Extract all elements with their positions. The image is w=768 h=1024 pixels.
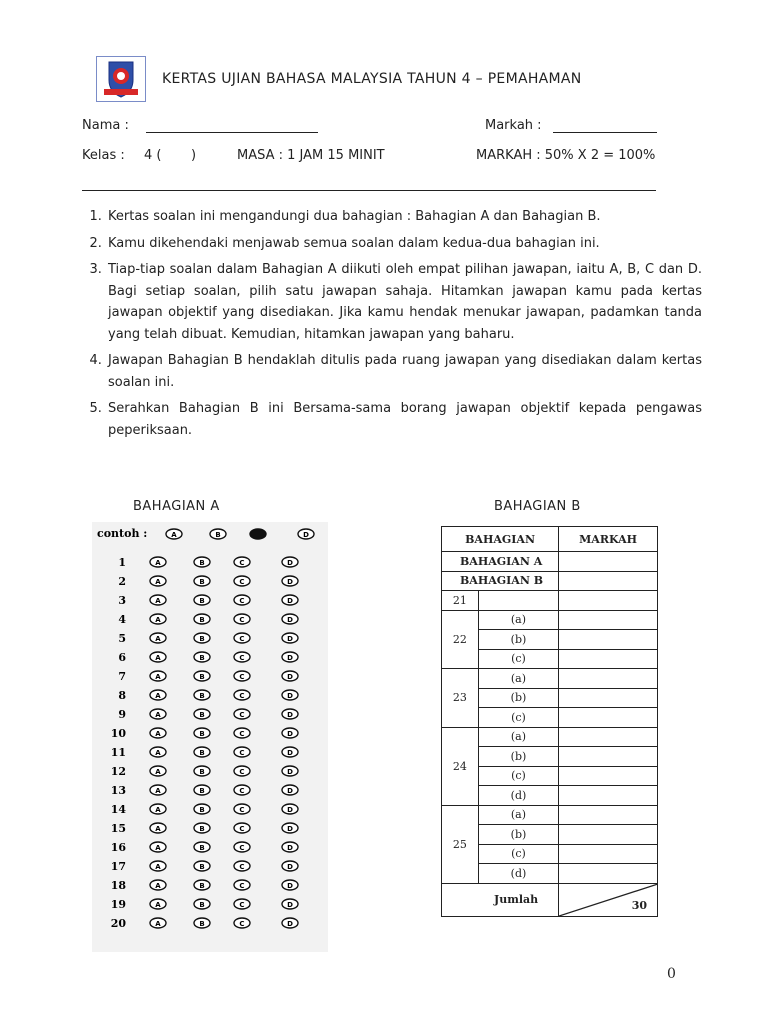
col-bahagian: BAHAGIAN (442, 527, 559, 552)
markah-cell[interactable] (559, 552, 658, 572)
markah-formula: MARKAH : 50% X 2 = 100% (476, 148, 656, 163)
svg-text:D: D (287, 559, 293, 567)
svg-text:C: C (239, 882, 245, 890)
svg-text:D: D (287, 920, 293, 928)
svg-text:B: B (199, 844, 205, 852)
answer-bubble-b[interactable] (194, 785, 210, 795)
svg-text:A: A (155, 806, 161, 814)
svg-text:B: B (199, 730, 205, 738)
answer-bubble-b[interactable] (194, 823, 210, 833)
markah-cell[interactable] (559, 825, 658, 845)
svg-text:B: B (199, 692, 205, 700)
svg-text:A: A (155, 578, 161, 586)
markah-cell[interactable] (559, 669, 658, 689)
answer-bubble-c[interactable] (234, 918, 250, 928)
markah-cell[interactable] (559, 766, 658, 786)
question-number: 22 (442, 610, 479, 669)
example-label: contoh : (97, 527, 148, 540)
svg-text:C: C (239, 749, 245, 757)
svg-text:D: D (287, 692, 293, 700)
answer-bubble-d[interactable] (282, 576, 298, 586)
svg-text:D: D (287, 654, 293, 662)
answer-bubble-c[interactable] (234, 747, 250, 757)
answer-bubble-d[interactable] (282, 804, 298, 814)
markah-cell[interactable] (559, 630, 658, 650)
table-row (442, 591, 658, 611)
svg-text:B: B (199, 749, 205, 757)
svg-text:C: C (239, 616, 245, 624)
answer-bubble-a[interactable] (150, 690, 166, 700)
answer-bubble-d[interactable] (282, 918, 298, 928)
svg-text:C: C (239, 597, 245, 605)
svg-text:C: C (239, 578, 245, 586)
total-row (442, 883, 658, 916)
svg-text:D: D (287, 673, 293, 681)
answer-bubble-b[interactable] (194, 709, 210, 719)
question-number: 13 (110, 784, 126, 797)
answer-bubble-c[interactable] (234, 709, 250, 719)
svg-text:B: B (199, 578, 205, 586)
question-number: 16 (110, 841, 126, 854)
svg-text:B: B (199, 882, 205, 890)
svg-text:D: D (287, 597, 293, 605)
svg-text:D: D (287, 863, 293, 871)
row-bahagian-b: BAHAGIAN B (442, 571, 559, 591)
question-number: 15 (110, 822, 126, 835)
markah-cell[interactable] (559, 571, 658, 591)
example-bubble-a[interactable] (166, 529, 182, 539)
question-number: 1 (118, 556, 126, 569)
example-bubble-c[interactable] (250, 529, 266, 539)
svg-text:A: A (155, 692, 161, 700)
answer-bubble-a[interactable] (150, 899, 166, 909)
answer-bubble-c[interactable] (234, 804, 250, 814)
sub-label: (b) (478, 825, 558, 845)
svg-text:D: D (287, 730, 293, 738)
section-a-heading: BAHAGIAN A (133, 499, 220, 514)
svg-text:D: D (287, 806, 293, 814)
answer-bubble-b[interactable] (194, 747, 210, 757)
svg-text:C: C (239, 711, 245, 719)
answer-bubble-a[interactable] (150, 842, 166, 852)
instruction-item: 5. Serahkan Bahagian B ini Bersama-sama borang jawapan objektif kepada pengawas peperiksaan. (106, 398, 702, 441)
answer-bubble-c[interactable] (234, 595, 250, 605)
answer-bubble-d[interactable] (282, 671, 298, 681)
svg-text:A: A (155, 673, 161, 681)
svg-text:B: B (199, 616, 205, 624)
svg-text:A: A (155, 768, 161, 776)
svg-text:B: B (199, 787, 205, 795)
question-number: 5 (118, 632, 126, 645)
instructions-list (80, 206, 702, 446)
svg-text:C: C (239, 787, 245, 795)
masa-text: MASA : 1 JAM 15 MINIT (237, 148, 385, 163)
answer-bubble-c[interactable] (234, 766, 250, 776)
example-bubble-b[interactable] (210, 529, 226, 539)
kelas-label: Kelas : (82, 148, 125, 163)
sub-label: (a) (478, 727, 558, 747)
kelas-value: 4 ( (144, 148, 162, 163)
svg-text:A: A (155, 597, 161, 605)
instruction-item: 2. Kamu dikehendaki menjawab semua soalan dalam kedua-dua bahagian ini. (106, 233, 702, 255)
answer-bubble-a[interactable] (150, 823, 166, 833)
answer-bubble-c[interactable] (234, 842, 250, 852)
question-number: 12 (110, 765, 126, 778)
answer-bubble-c[interactable] (234, 614, 250, 624)
svg-text:C: C (239, 635, 245, 643)
question-number: 7 (118, 670, 126, 683)
sub-label: (c) (478, 766, 558, 786)
answer-bubble-c[interactable] (234, 557, 250, 567)
svg-text:C: C (239, 920, 245, 928)
svg-text:B: B (199, 673, 205, 681)
svg-text:D: D (287, 578, 293, 586)
svg-text:D: D (287, 635, 293, 643)
answer-bubble-d[interactable] (282, 785, 298, 795)
svg-text:C: C (239, 654, 245, 662)
sub-label: (a) (478, 610, 558, 630)
example-bubble-d[interactable] (298, 529, 314, 539)
svg-text:A: A (155, 901, 161, 909)
sub-cell (478, 591, 558, 611)
svg-text:A: A (155, 844, 161, 852)
svg-text:A: A (155, 863, 161, 871)
answer-bubble-b[interactable] (194, 842, 210, 852)
answer-bubble-c[interactable] (234, 671, 250, 681)
svg-text:C: C (239, 730, 245, 738)
answer-bubble-d[interactable] (282, 633, 298, 643)
total-cell (559, 883, 658, 916)
answer-bubble-d[interactable] (282, 766, 298, 776)
answer-bubble-d[interactable] (282, 842, 298, 852)
sub-label: (b) (478, 630, 558, 650)
question-number: 19 (110, 898, 126, 911)
table-row (442, 727, 658, 747)
svg-text:D: D (287, 882, 293, 890)
instruction-item: 1. Kertas soalan ini mengandungi dua bahagian : Bahagian A dan Bahagian B. (106, 206, 702, 228)
answer-bubble-b[interactable] (194, 861, 210, 871)
answer-bubble-d[interactable] (282, 823, 298, 833)
answer-bubble-d[interactable] (282, 747, 298, 757)
question-number: 11 (110, 746, 126, 759)
col-markah: MARKAH (559, 527, 658, 552)
svg-text:C: C (239, 768, 245, 776)
svg-text:C: C (239, 692, 245, 700)
answer-bubble-c[interactable] (234, 899, 250, 909)
objective-answer-sheet (92, 522, 324, 950)
markah-label: Markah : (485, 118, 542, 133)
answer-bubble-c[interactable] (234, 823, 250, 833)
svg-text:B: B (199, 825, 205, 833)
question-number: 14 (110, 803, 126, 816)
svg-text:B: B (199, 901, 205, 909)
answer-bubble-c[interactable] (234, 785, 250, 795)
svg-text:A: A (155, 711, 161, 719)
answer-bubble-a[interactable] (150, 709, 166, 719)
markah-cell[interactable] (559, 844, 658, 864)
svg-text:B: B (199, 920, 205, 928)
markah-field[interactable] (553, 132, 657, 133)
jumlah-label: Jumlah (442, 883, 559, 916)
sub-label: (b) (478, 747, 558, 767)
svg-text:A: A (155, 749, 161, 757)
svg-text:C: C (239, 673, 245, 681)
svg-text:D: D (303, 531, 309, 539)
svg-text:A: A (155, 920, 161, 928)
answer-bubble-c[interactable] (234, 690, 250, 700)
answer-bubble-b[interactable] (194, 804, 210, 814)
answer-bubble-d[interactable] (282, 880, 298, 890)
question-number: 6 (118, 651, 126, 664)
svg-text:B: B (199, 635, 205, 643)
svg-text:C: C (239, 559, 245, 567)
nama-field[interactable] (146, 132, 318, 133)
svg-text:B: B (199, 654, 205, 662)
answer-bubble-b[interactable] (194, 652, 210, 662)
answer-bubble-c[interactable] (234, 652, 250, 662)
sub-label: (d) (478, 786, 558, 806)
markah-cell[interactable] (559, 864, 658, 884)
svg-text:A: A (155, 654, 161, 662)
markah-cell[interactable] (559, 649, 658, 669)
answer-bubble-a[interactable] (150, 671, 166, 681)
answer-bubble-b[interactable] (194, 595, 210, 605)
question-number: 4 (118, 613, 126, 626)
question-number: 24 (442, 727, 479, 805)
svg-text:B: B (199, 768, 205, 776)
svg-text:D: D (287, 768, 293, 776)
answer-bubble-d[interactable] (282, 861, 298, 871)
answer-bubble-a[interactable] (150, 728, 166, 738)
question-number: 3 (118, 594, 126, 607)
answer-bubble-c[interactable] (234, 861, 250, 871)
answer-bubble-a[interactable] (150, 576, 166, 586)
answer-bubble-b[interactable] (194, 614, 210, 624)
answer-bubble-b[interactable] (194, 899, 210, 909)
svg-text:A: A (155, 616, 161, 624)
school-logo (96, 56, 146, 102)
svg-text:A: A (155, 787, 161, 795)
svg-text:B: B (199, 806, 205, 814)
answer-bubble-a[interactable] (150, 880, 166, 890)
sub-label: (b) (478, 688, 558, 708)
table-row (442, 552, 658, 572)
answer-bubble-a[interactable] (150, 652, 166, 662)
answer-bubble-d[interactable] (282, 728, 298, 738)
svg-text:D: D (287, 616, 293, 624)
table-row (442, 669, 658, 689)
question-number: 10 (110, 727, 126, 740)
nama-label: Nama : (82, 118, 129, 133)
svg-text:D: D (287, 844, 293, 852)
answer-bubble-d[interactable] (282, 899, 298, 909)
svg-text:D: D (287, 711, 293, 719)
markah-cell[interactable] (559, 805, 658, 825)
question-number: 17 (110, 860, 126, 873)
markah-cell[interactable] (559, 688, 658, 708)
answer-bubble-c[interactable] (234, 576, 250, 586)
table-row (442, 571, 658, 591)
svg-text:B: B (199, 559, 205, 567)
answer-bubble-b[interactable] (194, 766, 210, 776)
answer-bubble-b[interactable] (194, 671, 210, 681)
answer-bubble-b[interactable] (194, 576, 210, 586)
total-value: 30 (631, 898, 647, 912)
svg-text:A: A (171, 531, 177, 539)
answer-bubble-a[interactable] (150, 861, 166, 871)
markah-cell[interactable] (559, 747, 658, 767)
markah-cell[interactable] (559, 591, 658, 611)
svg-text:D: D (287, 749, 293, 757)
question-number: 23 (442, 669, 479, 728)
svg-text:D: D (287, 787, 293, 795)
markah-cell[interactable] (559, 786, 658, 806)
question-number: 8 (118, 689, 126, 702)
svg-text:B: B (199, 597, 205, 605)
answer-bubble-a[interactable] (150, 595, 166, 605)
kelas-close: ) (191, 148, 197, 163)
question-number: 2 (118, 575, 126, 588)
table-header-row (442, 527, 658, 552)
svg-text:C: C (239, 806, 245, 814)
markah-cell[interactable] (559, 610, 658, 630)
answer-bubble-d[interactable] (282, 614, 298, 624)
question-number: 20 (110, 917, 126, 930)
svg-text:A: A (155, 825, 161, 833)
svg-text:A: A (155, 730, 161, 738)
sub-label: (d) (478, 864, 558, 884)
table-row (442, 610, 658, 630)
answer-bubble-c[interactable] (234, 880, 250, 890)
svg-text:D: D (287, 825, 293, 833)
svg-text:C: C (239, 863, 245, 871)
answer-bubble-d[interactable] (282, 595, 298, 605)
svg-text:B: B (215, 531, 221, 539)
row-bahagian-a: BAHAGIAN A (442, 552, 559, 572)
question-number: 9 (118, 708, 126, 721)
answer-bubble-d[interactable] (282, 652, 298, 662)
answer-bubble-a[interactable] (150, 614, 166, 624)
answer-bubble-c[interactable] (234, 728, 250, 738)
page-title: KERTAS UJIAN BAHASA MALAYSIA TAHUN 4 – PEMAHAMAN (162, 71, 582, 87)
answer-bubble-c[interactable] (234, 633, 250, 643)
answer-bubble-d[interactable] (282, 690, 298, 700)
svg-text:C: C (239, 825, 245, 833)
answer-bubble-a[interactable] (150, 766, 166, 776)
answer-bubble-b[interactable] (194, 880, 210, 890)
answer-bubble-a[interactable] (150, 747, 166, 757)
question-number: 18 (110, 879, 126, 892)
svg-text:D: D (287, 901, 293, 909)
table-row (442, 805, 658, 825)
answer-bubble-a[interactable] (150, 633, 166, 643)
answer-bubble-b[interactable] (194, 633, 210, 643)
question-number: 25 (442, 805, 479, 883)
section-b-heading: BAHAGIAN B (494, 499, 581, 514)
answer-bubble-b[interactable] (194, 918, 210, 928)
sub-label: (c) (478, 844, 558, 864)
divider (82, 190, 656, 191)
markah-cell[interactable] (559, 708, 658, 728)
answer-bubble-a[interactable] (150, 804, 166, 814)
svg-text:B: B (199, 711, 205, 719)
sub-label: (a) (478, 805, 558, 825)
markah-cell[interactable] (559, 727, 658, 747)
svg-text:B: B (199, 863, 205, 871)
answer-bubble-d[interactable] (282, 709, 298, 719)
marks-table (441, 526, 658, 917)
svg-text:A: A (155, 635, 161, 643)
svg-text:C: C (239, 844, 245, 852)
svg-text:C: C (239, 901, 245, 909)
page-number: 0 (667, 966, 676, 982)
answer-bubble-b[interactable] (194, 728, 210, 738)
answer-bubble-a[interactable] (150, 785, 166, 795)
instruction-item: 3. Tiap-tiap soalan dalam Bahagian A diikuti oleh empat pilihan jawapan, iaitu A, B, C dan D. Bagi setiap soalan, pilih satu jawapan sahaja. Hitamkan jawapan kamu pada kertas jawapan objektif yang disediakan. Jika kamu hendak menukar jawapan, padamkan tanda yang telah dibuat. Kemudian, hitamkan jawapan yang baharu. (106, 259, 702, 345)
svg-text:A: A (155, 882, 161, 890)
instruction-item: 4. Jawapan Bahagian B hendaklah ditulis pada ruang jawapan yang disediakan dalam kertas soalan ini. (106, 350, 702, 393)
answer-bubble-a[interactable] (150, 557, 166, 567)
question-number: 21 (442, 591, 479, 611)
answer-bubble-a[interactable] (150, 918, 166, 928)
sub-label: (c) (478, 649, 558, 669)
answer-bubble-b[interactable] (194, 557, 210, 567)
sub-label: (c) (478, 708, 558, 728)
answer-bubble-d[interactable] (282, 557, 298, 567)
svg-text:A: A (155, 559, 161, 567)
sub-label: (a) (478, 669, 558, 689)
answer-bubble-b[interactable] (194, 690, 210, 700)
